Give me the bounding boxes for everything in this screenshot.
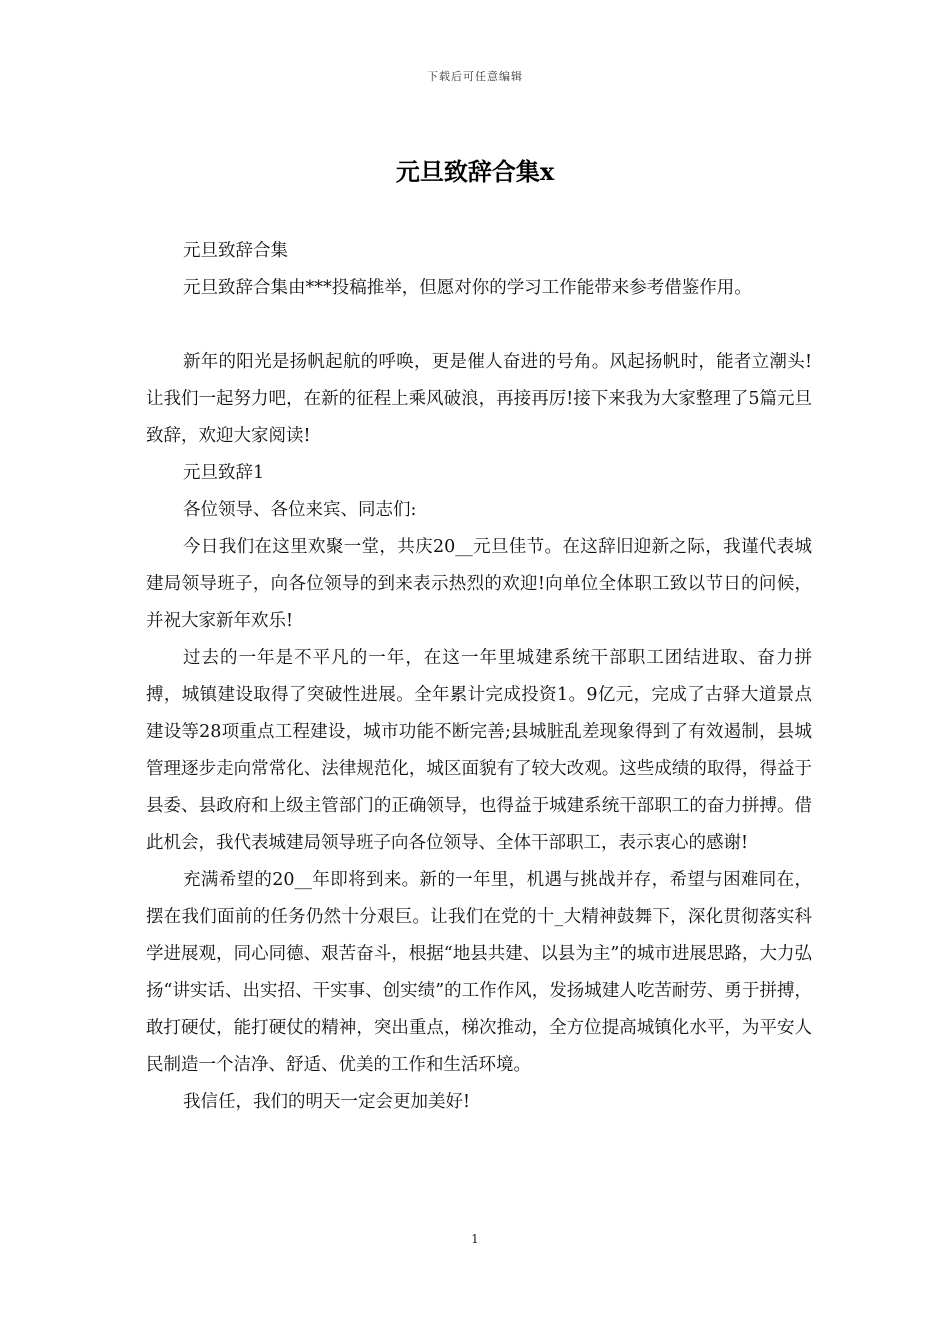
paragraph-body: 过去的一年是不平凡的一年，在这一年里城建系统干部职工团结进取、奋力拼搏，城镇建设取得了突破性进展。全年累计完成投资1。9亿元，完成了古驿大道景点建设等28项重点工程建设，城市功能不断完善;县城脏乱差现象得到了有效遏制，县城管理逐步走向常常化、法律规范化，城区面貌有了较大改观。这些成绩的取得，得益于县委、县政府和上级主管部门的正确领导，也得益于城建系统干部职工的奋力拼搏。借此机会，我代表城建局领导班子向各位领导、全体干部职工，表示衷心的感谢! — [146, 648, 812, 853]
header-note: 下载后可任意编辑 — [427, 70, 523, 83]
paragraph-preface: 新年的阳光是扬帆起航的呼唤，更是催人奋进的号角。风起扬帆时，能者立潮头!让我们一起努力吧，在新的征程上乘风破浪，再接再厉!接下来我为大家整理了5篇元旦致辞，欢迎大家阅读! — [146, 352, 812, 446]
section-heading: 元旦致辞1 — [183, 463, 265, 483]
paragraph-closing: 我信任，我们的明天一定会更加美好! — [183, 1092, 471, 1112]
paragraph-salutation: 各位领导、各位来宾、同志们: — [183, 500, 417, 520]
paragraph-intro: 元旦致辞合集由***投稿推举，但愿对你的学习工作能带来参考借鉴作用。 — [183, 278, 752, 298]
paragraph-spacer — [146, 307, 812, 344]
page-number: 1 — [471, 1232, 479, 1246]
document-title: 元旦致辞合集x — [395, 157, 555, 186]
document-body — [146, 233, 812, 1121]
paragraph-body: 今日我们在这里欢聚一堂，共庆20__元旦佳节。在这辞旧迎新之际，我谨代表城建局领导班子，向各位领导的到来表示热烈的欢迎!向单位全体职工致以节日的问候，并祝大家新年欢乐! — [146, 537, 812, 631]
paragraph-body: 充满希望的20__年即将到来。新的一年里，机遇与挑战并存，希望与困难同在，摆在我们面前的任务仍然十分艰巨。让我们在党的十_大精神鼓舞下，深化贯彻落实科学进展观，同心同德、艰苦奋斗，根据“地县共建、以县为主”的城市进展思路，大力弘扬“讲实话、出实招、干实事、创实绩”的工作作风，发扬城建人吃苦耐劳、勇于拼搏，敢打硬仗，能打硬仗的精神，突出重点，梯次推动，全方位提高城镇化水平，为平安人民制造一个洁净、舒适、优美的工作和生活环境。 — [146, 870, 812, 1075]
paragraph-subtitle: 元旦致辞合集 — [183, 241, 288, 261]
